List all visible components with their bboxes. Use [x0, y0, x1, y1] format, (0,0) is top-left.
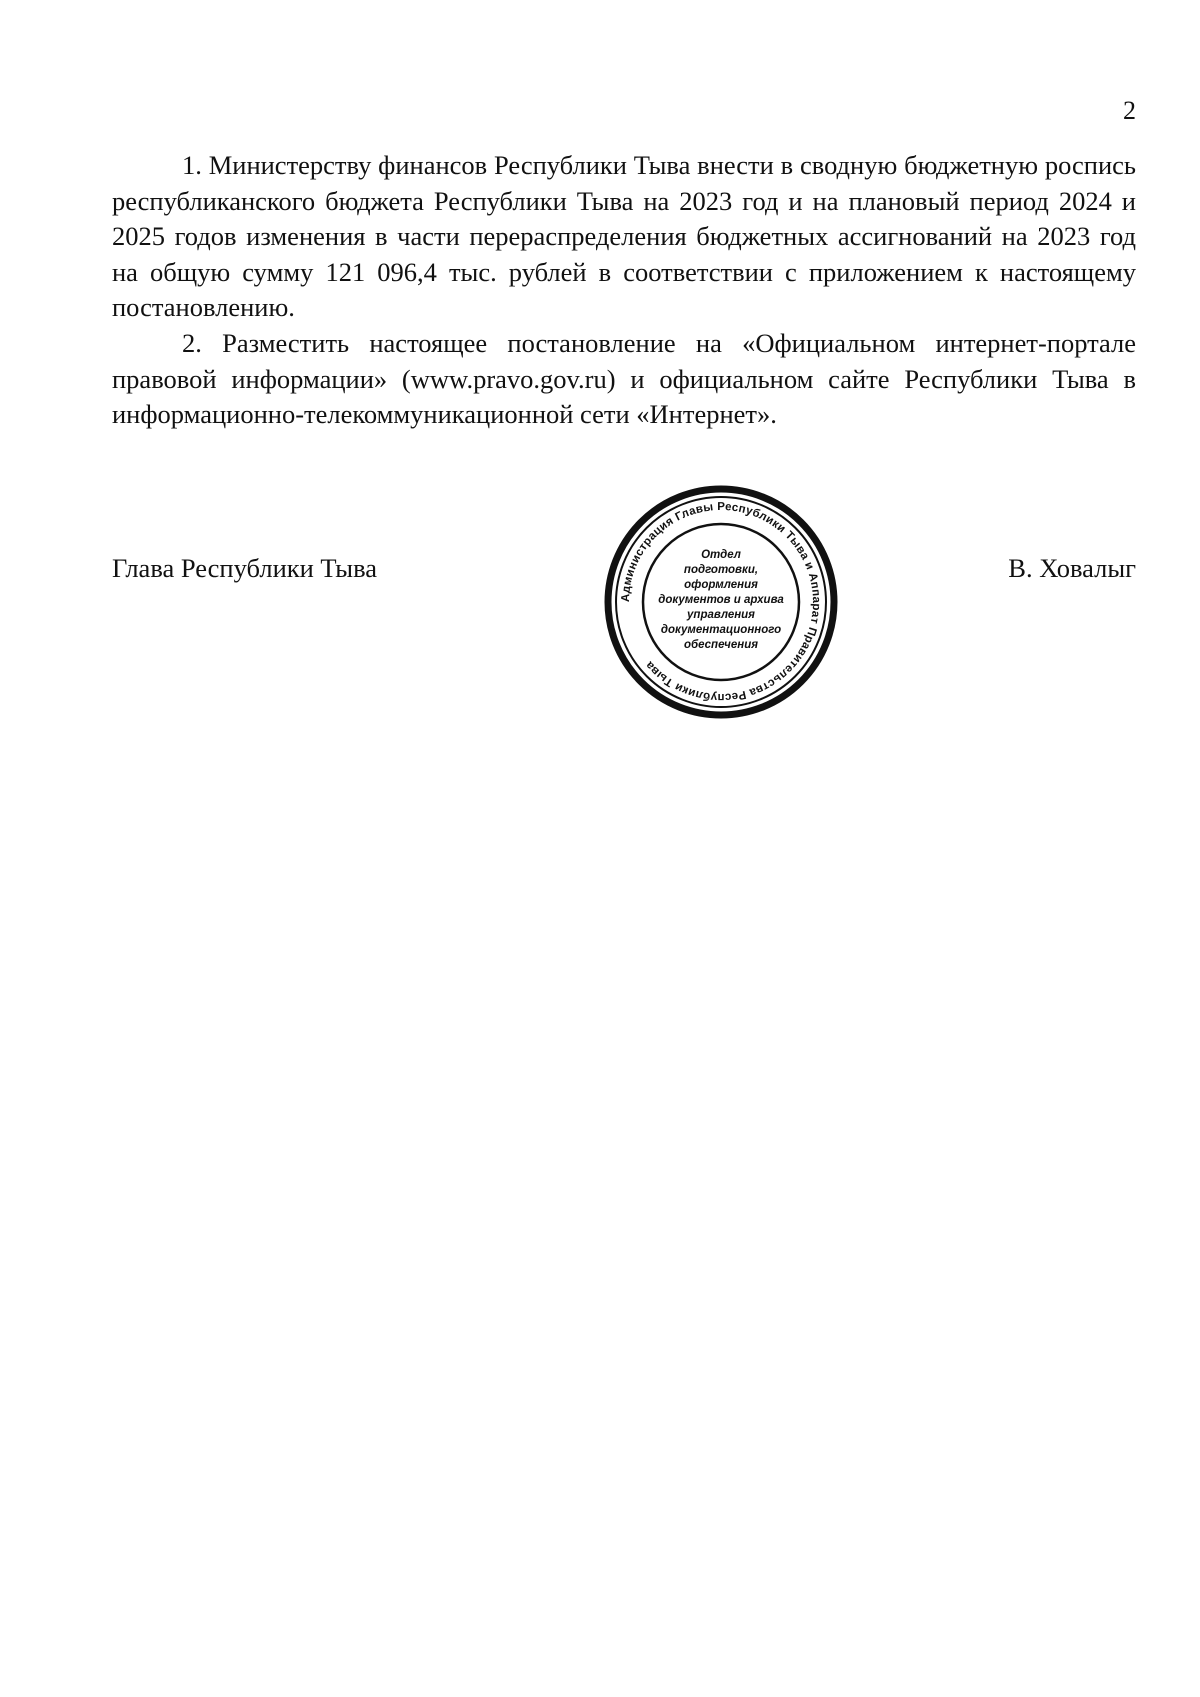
signer-title: Глава Республики Тыва [112, 553, 378, 583]
signer-name: В. Ховалыг [1008, 553, 1136, 583]
stamp-seal-icon [603, 484, 839, 720]
stamp-center-line: Отдел [701, 549, 741, 561]
stamp-ring-text: Администрация Главы Республики Тыва и Аппарат Правительства Республики Тыва [619, 500, 823, 704]
stamp-center-line: управления [687, 609, 755, 621]
page-number: 2 [1123, 96, 1136, 125]
stamp-center-line: оформления [684, 579, 758, 591]
stamp-center-line: документов и архива [658, 594, 784, 606]
official-stamp [603, 484, 839, 720]
stamp-center-line: документационного [660, 624, 782, 636]
document-body [112, 148, 1136, 433]
stamp-center-line: обеспечения [683, 639, 759, 651]
stamp-center-line: подготовки, [683, 564, 759, 576]
paragraph-2: 2. Разместить настоящее постановление на «Официальном интернет-портале правовой информации» (www.pravo.gov.ru) и официальном сайте Республики Тыва в информационно-телекоммуникационной сети «Интернет». [112, 327, 1136, 430]
paragraph-1: 1. Министерству финансов Республики Тыва внести в сводную бюджетную роспись республиканского бюджета Республики Тыва на 2023 год и на плановый период 2024 и 2025 годов изменения в части перераспределения бюджетных ассигнований на 2023 год на общую сумму 121 096,4 тыс. рублей в соответствии с приложением к настоящему постановлению. [112, 150, 1136, 323]
